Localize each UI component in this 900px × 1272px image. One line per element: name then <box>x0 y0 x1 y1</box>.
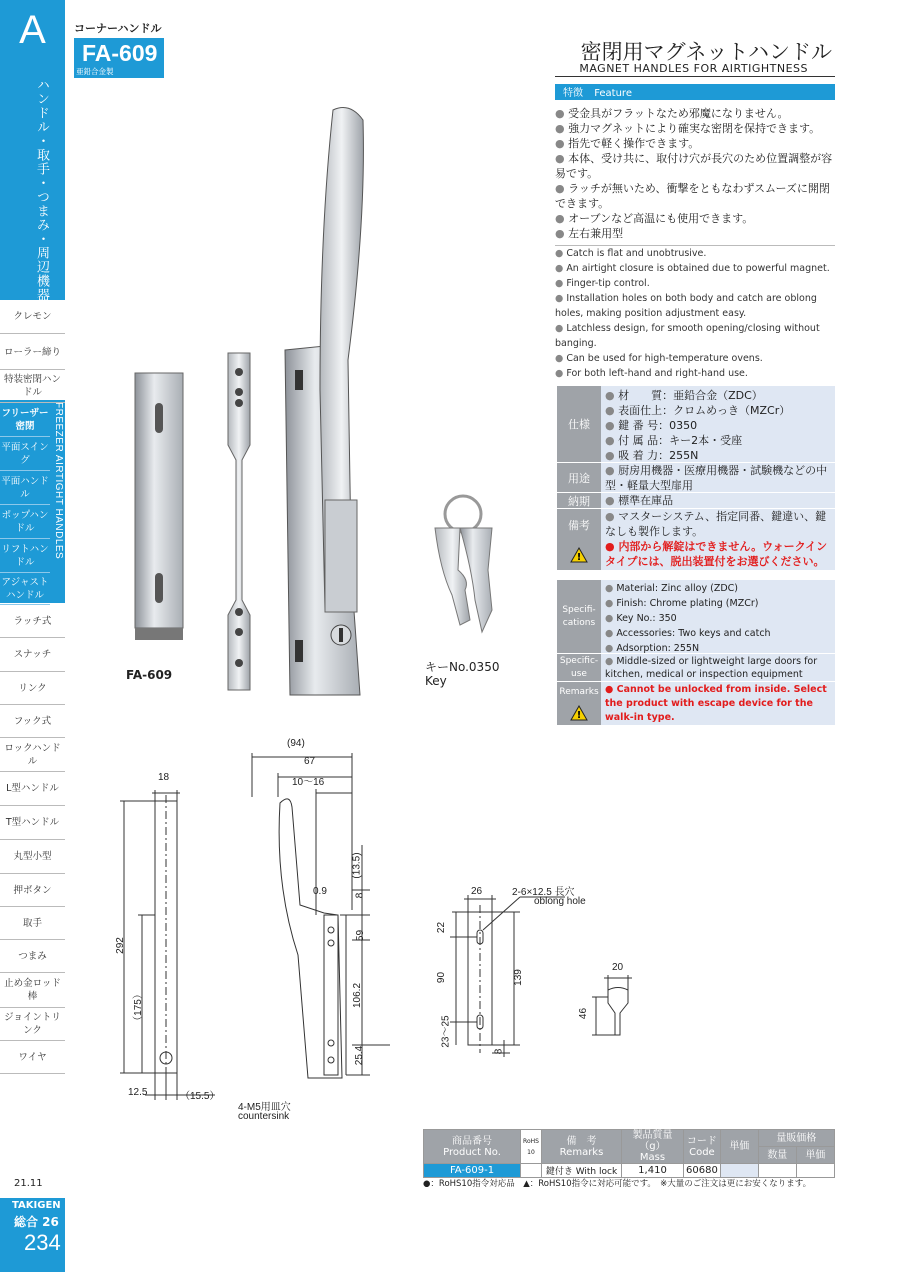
sidebar-item[interactable]: ラッチ式 <box>0 605 65 638</box>
cell-unit <box>796 1164 834 1178</box>
feature-label: 特徴 <box>563 88 583 99</box>
feature-item: ● 指先で軽く操作できます。 <box>555 137 700 150</box>
cell-remarks: 鍵付き With lock <box>542 1164 622 1178</box>
use-en-row <box>557 654 835 682</box>
sidebar-item[interactable]: 平面ハンドル <box>0 471 50 505</box>
dim-label: 22 <box>436 921 448 934</box>
feature-item: ● オーブンなど高温にも使用できます。 <box>555 212 754 225</box>
dim-label: 8 <box>354 892 366 899</box>
th-remarks: 備 考 Remarks <box>542 1130 622 1164</box>
note-label: 備考 <box>568 518 590 532</box>
th-product: 商品番号 Product No. <box>424 1130 521 1164</box>
spec-en-row <box>557 580 835 654</box>
feature-item-en: ● Latchless design, for smooth opening/closing without banging. <box>555 323 820 349</box>
cell-product: FA-609-1 <box>424 1164 521 1178</box>
sidebar-item[interactable]: ジョイントリンク <box>0 1008 65 1041</box>
dim-label: 46 <box>578 1007 590 1020</box>
warning-icon <box>570 705 588 721</box>
spec-en-values: ● Material: Zinc alloy (ZDC) ● Finish: Chrome plating (MZCr) ● Key No.: 350 ● Accessories: Two keys and catch ● Adsorption: 255N <box>601 580 835 653</box>
dim-label: 106.2 <box>352 982 364 1009</box>
note-label-cell <box>557 509 601 570</box>
sidebar-item[interactable]: T型ハンドル <box>0 806 65 840</box>
svg-text:!: ! <box>576 710 582 721</box>
dim-label: 292 <box>114 937 126 954</box>
sidebar-item[interactable]: ローラー締り <box>0 336 65 370</box>
sidebar-item[interactable]: つまみ <box>0 940 65 973</box>
sidebar-item[interactable]: 特装密閉ハンドル <box>0 370 65 403</box>
warning-text: ● 内部から解錠はできません。ウォークインタイプには、脱出装置付をお選びください。 <box>605 540 828 568</box>
page-title-en: MAGNET HANDLES FOR AIRTIGHTNESS <box>579 62 808 75</box>
delivery-row <box>557 493 835 509</box>
sidebar-item[interactable]: スナッチ <box>0 638 65 672</box>
cell-rohs <box>521 1164 542 1178</box>
svg-text:!: ! <box>576 551 582 563</box>
spec-line: ● 鍵 番 号：0350 <box>605 419 698 432</box>
photo-model-label: FA-609 <box>126 668 173 682</box>
brand-name: TAKIGEN <box>12 1200 61 1211</box>
dim-label: 23～25 <box>440 1015 452 1048</box>
feature-item-en: ● For both left-hand and right-hand use. <box>555 368 748 379</box>
key-number: キーNo.0350 <box>425 660 500 674</box>
warning-text-en: ● Cannot be unlocked from inside. Select the product with escape device for the walk-in type. <box>601 682 835 725</box>
sidebar-item[interactable]: 押ボタン <box>0 874 65 907</box>
footnote: ●：RoHS10指令対応品 ▲：RoHS10指令に対応可能です。 ※大量のご注文は更にお安くなります。 <box>423 1179 812 1189</box>
feature-item: ● 本体、受け共に、取付け穴が長穴のため位置調整が容易です。 <box>555 152 833 180</box>
remarks-en-label-cell <box>557 682 601 725</box>
sidebar-item[interactable]: 止め金ロッド棒 <box>0 973 65 1008</box>
dim-label: 12.5 <box>128 1087 148 1098</box>
use-en-value: ● Middle-sized or lightweight large doors for kitchen, medical or inspection equipment <box>601 654 835 681</box>
section-letter: A <box>19 8 46 52</box>
active-section-vertical: FREEZER AIRTIGHT HANDLES <box>53 402 64 560</box>
feature-item-en: ● Catch is flat and unobtrusive. <box>555 248 707 259</box>
th-price: 単価 <box>720 1130 758 1164</box>
dim-label: （15.5） <box>180 1091 220 1102</box>
spec-line: ● 材 質：亜鉛合金（ZDC） <box>605 389 763 402</box>
remarks-en-row <box>557 682 835 726</box>
sidebar-item[interactable]: クレモン <box>0 300 65 334</box>
th-rohs: RoHS 10 <box>521 1130 542 1164</box>
section-category: ハンドル・取手・つまみ・周辺機器 <box>34 78 49 302</box>
sidebar-item[interactable]: ワイヤ <box>0 1041 65 1074</box>
use-label: 用途 <box>557 463 601 492</box>
spec-en-label: Specifi-cations <box>557 580 601 653</box>
note-row <box>557 509 835 571</box>
cell-code: 60680 <box>684 1164 721 1178</box>
cell-qty <box>758 1164 796 1178</box>
dim-label: 59 <box>355 929 367 942</box>
feature-item-en: ● Can be used for high-temperature ovens. <box>555 353 763 364</box>
countersink-label: 4-M5用皿穴 <box>238 1102 291 1113</box>
feature-bar <box>555 84 835 100</box>
sidebar-item[interactable]: フリーザー密閉 <box>0 403 50 437</box>
key-view <box>592 975 632 1035</box>
sidebar-item[interactable]: フック式 <box>0 705 65 738</box>
dim-label: 90 <box>436 971 448 984</box>
sidebar-item[interactable]: リフトハンドル <box>0 539 50 573</box>
model-box <box>74 38 164 78</box>
feature-item: ● 左右兼用型 <box>555 227 624 240</box>
cell-mass: 1,410 <box>622 1164 684 1178</box>
remarks-en-label: Remarks <box>559 687 599 697</box>
note-value: ● マスターシステム、指定同番、鍵違い、鍵なしも製作します。 ● 内部から解錠はできません。ウォークインタイプには、脱出装置付をお選びください。 <box>601 509 835 570</box>
feature-item-en: ● Installation holes on both body and catch are oblong holes, making position adjustment easy. <box>555 293 817 319</box>
countersink-label-en: countersink <box>238 1111 290 1122</box>
product-table <box>423 1129 835 1178</box>
sidebar-item[interactable]: ロックハンドル <box>0 738 65 772</box>
front-view <box>120 790 215 1100</box>
spec-line: ● 吸 着 力：255N <box>605 449 699 462</box>
dim-label: 25.4 <box>354 1045 366 1066</box>
model-number: FA-609 <box>82 40 158 66</box>
catalog-version: 21.11 <box>14 1178 43 1189</box>
dim-label: 26 <box>471 886 483 897</box>
title-divider <box>555 76 835 77</box>
sidebar-item[interactable]: 平面スイング <box>0 437 50 471</box>
material-note: 亜鉛合金製 <box>76 67 114 76</box>
delivery-label: 納期 <box>557 493 601 508</box>
warning-icon <box>570 547 588 563</box>
dim-label: 8 <box>493 1048 505 1055</box>
delivery-value: ● 標準在庫品 <box>601 493 835 508</box>
mounting-plate <box>228 353 250 690</box>
spec-line: ● 表面仕上：クロムめっき（MZCr） <box>605 404 791 417</box>
sidebar-item[interactable]: L型ハンドル <box>0 772 65 806</box>
sidebar-item[interactable]: アジャストハンドル <box>0 573 50 605</box>
side-view <box>252 753 390 1078</box>
th-bulk: 量販価格 <box>758 1130 834 1147</box>
use-row <box>557 463 835 493</box>
technical-drawing <box>100 735 660 1125</box>
use-en-label: Specific-use <box>557 654 601 681</box>
oblong-label: 2-6×12.5 長穴 <box>512 887 575 898</box>
page-title: 密閉用マグネットハンドル <box>580 40 832 64</box>
product-photo <box>120 100 520 700</box>
catalog-name: 総合 26 <box>14 1215 59 1229</box>
dim-label: 67 <box>304 756 316 767</box>
feature-item: ● 受金具がフラットなため邪魔になりません。 <box>555 107 789 120</box>
spec-line: ● 付 属 品：キー2本・受座 <box>605 434 743 447</box>
sidebar <box>0 0 65 1272</box>
spec-values <box>601 386 835 462</box>
dim-label: (94) <box>287 738 305 749</box>
key-label <box>425 660 499 688</box>
th-mass: 製品質量（g） Mass <box>622 1130 684 1164</box>
dim-label: 20 <box>612 962 624 973</box>
page-number: 234 <box>24 1230 61 1255</box>
dim-label: 10～16 <box>292 777 325 788</box>
category-label: コーナーハンドル <box>74 22 162 35</box>
feature-item: ● 強力マグネットにより確実な密閉を保持できます。 <box>555 122 821 135</box>
dim-label: （175） <box>132 989 144 1026</box>
th-qty: 数量 <box>758 1147 796 1164</box>
dim-label: (13.5) <box>351 852 363 879</box>
th-code: コード Code <box>684 1130 721 1164</box>
cell-price <box>720 1164 758 1178</box>
use-value: ● 厨房用機器・医療用機器・試験機などの中型・軽量大型扉用 <box>601 463 835 492</box>
handle-body <box>285 108 363 695</box>
feature-item: ● ラッチが無いため、衝撃をともなわずスムーズに開閉できます。 <box>555 182 830 210</box>
feature-label-en: Feature <box>594 88 632 99</box>
spec-row <box>557 386 835 463</box>
key-label-en: Key <box>425 674 447 688</box>
key-pair <box>435 496 492 632</box>
oblong-label-en: oblong hole <box>534 896 586 907</box>
dim-label: 0.9 <box>313 886 327 897</box>
feature-item-en: ● An airtight closure is obtained due to powerful magnet. <box>555 263 830 274</box>
sidebar-item[interactable]: 取手 <box>0 907 65 940</box>
spec-label: 仕様 <box>557 386 601 462</box>
feature-item-en: ● Finger-tip control. <box>555 278 650 289</box>
sidebar-item[interactable]: 丸型小型 <box>0 840 65 874</box>
table-row <box>424 1164 835 1178</box>
dim-label: 18 <box>158 772 170 783</box>
sidebar-item[interactable]: リンク <box>0 672 65 705</box>
catch-plate <box>135 373 183 640</box>
th-unit: 単価 <box>796 1147 834 1164</box>
dim-label: 139 <box>512 969 524 986</box>
sidebar-item[interactable]: ポップハンドル <box>0 505 50 539</box>
catch-view <box>450 895 565 1057</box>
